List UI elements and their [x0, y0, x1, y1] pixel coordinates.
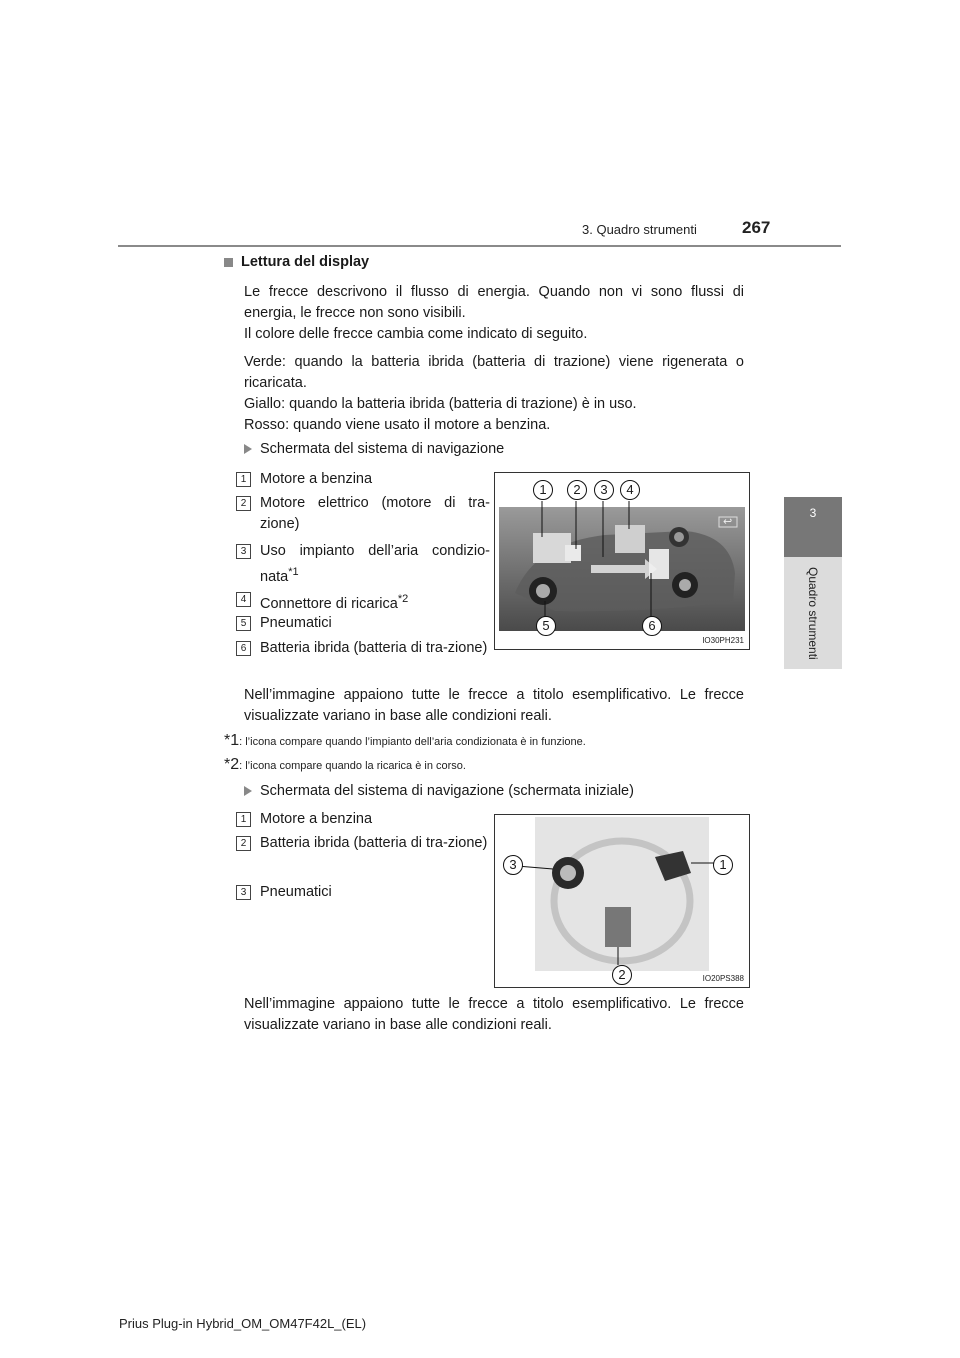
nav-subsection-title-text: Schermata del sistema di navigazione [260, 441, 505, 457]
nav-item-number: 1 [236, 472, 251, 487]
callout: 5 [536, 616, 556, 636]
callout: 4 [620, 480, 640, 500]
home-subsection-title-text: Schermata del sistema di navigazione (schermata iniziale) [260, 783, 634, 799]
nav-item-label: Pneumatici [260, 615, 332, 631]
figure-code: IO20PS388 [700, 974, 747, 983]
nav-item-label: Connettore di ricarica [260, 595, 398, 612]
home-energy-illustration [495, 815, 749, 987]
triangle-bullet-icon [244, 786, 252, 796]
footnote-1 [224, 732, 586, 750]
footnote-ref: *1 [288, 566, 299, 578]
figure-code: IO30PH231 [699, 636, 747, 645]
home-item-number: 3 [236, 885, 251, 900]
footnote-2 [224, 756, 466, 774]
nav-item-3 [260, 541, 490, 588]
paragraph-green: Verde: quando la batteria ibrida (batteria di trazione) viene rigenerata o ricaricata. [244, 354, 744, 391]
energy-monitor-illustration [495, 473, 749, 649]
callout: 1 [533, 480, 553, 500]
section-heading [224, 254, 369, 270]
nav-item-label: Motore elettrico (motore di tra-zione) [260, 495, 490, 532]
home-subsection-title [244, 783, 634, 799]
nav-item-number: 4 [236, 592, 251, 607]
header-rule [118, 245, 841, 247]
energy-monitor-figure [494, 472, 750, 650]
home-item-number: 1 [236, 812, 251, 827]
callout: 6 [642, 616, 662, 636]
nav-item-label: Batteria ibrida (batteria di tra-zione) [260, 640, 488, 656]
nav-item-number: 6 [236, 641, 251, 656]
callout: 2 [612, 965, 632, 985]
nav-item-number: 3 [236, 544, 251, 559]
home-item-label: Pneumatici [260, 884, 332, 900]
footnote-mark: *2 [224, 756, 240, 773]
chapter-title: 3. Quadro strumenti [582, 222, 697, 237]
footnote-text: : l’icona compare quando l’impianto dell’aria condizionata è in funzione. [239, 736, 586, 748]
footnote-ref: *2 [397, 593, 409, 605]
square-bullet-icon [224, 258, 233, 267]
home-energy-figure [494, 814, 750, 988]
nav-item-label: Uso impianto dell’aria condizio-nata [260, 543, 490, 585]
side-tab-label: Quadro strumenti [806, 566, 820, 660]
callout: 1 [713, 855, 733, 875]
nav-item-label: Motore a benzina [260, 471, 373, 487]
paragraph-energy-flow: Le frecce descrivono il flusso di energia. Quando non vi sono flussi di energia, le frecce non sono visibili. [244, 284, 744, 321]
nav-note: Nell’immagine appaiono tutte le frecce a titolo esemplificativo. Le frecce visualizzate variano in base alle condizioni reali. [244, 687, 744, 724]
callout: 2 [567, 480, 587, 500]
section-heading-text: Lettura del display [241, 254, 370, 270]
nav-item-4 [260, 589, 490, 615]
side-tab-label-wrap [784, 557, 842, 669]
paragraph-yellow: Giallo: quando la batteria ibrida (batteria di trazione) è in uso. [244, 396, 637, 412]
footnote-mark: *1 [224, 732, 240, 749]
page-number: 267 [742, 218, 771, 237]
nav-item-number: 5 [236, 616, 251, 631]
nav-item-number: 2 [236, 496, 251, 511]
back-arrow-icon: ↩ [723, 516, 733, 528]
triangle-bullet-icon [244, 444, 252, 454]
callout: 3 [594, 480, 614, 500]
footer-text: Prius Plug-in Hybrid_OM_OM47F42L_(EL) [119, 1316, 367, 1331]
paragraph-arrow-color: Il colore delle frecce cambia come indicato di seguito. [244, 326, 588, 342]
home-item-label: Batteria ibrida (batteria di tra-zione) [260, 835, 488, 851]
footnote-text: : l’icona compare quando la ricarica è in corso. [239, 760, 466, 772]
side-tab-number: 3 [809, 506, 817, 520]
callout: 3 [503, 855, 523, 875]
home-item-label: Motore a benzina [260, 811, 373, 827]
home-item-number: 2 [236, 836, 251, 851]
paragraph-red: Rosso: quando viene usato il motore a benzina. [244, 417, 551, 433]
home-note: Nell’immagine appaiono tutte le frecce a titolo esemplificativo. Le frecce visualizzate variano in base alle condizioni reali. [244, 996, 744, 1033]
nav-subsection-title [244, 441, 504, 457]
